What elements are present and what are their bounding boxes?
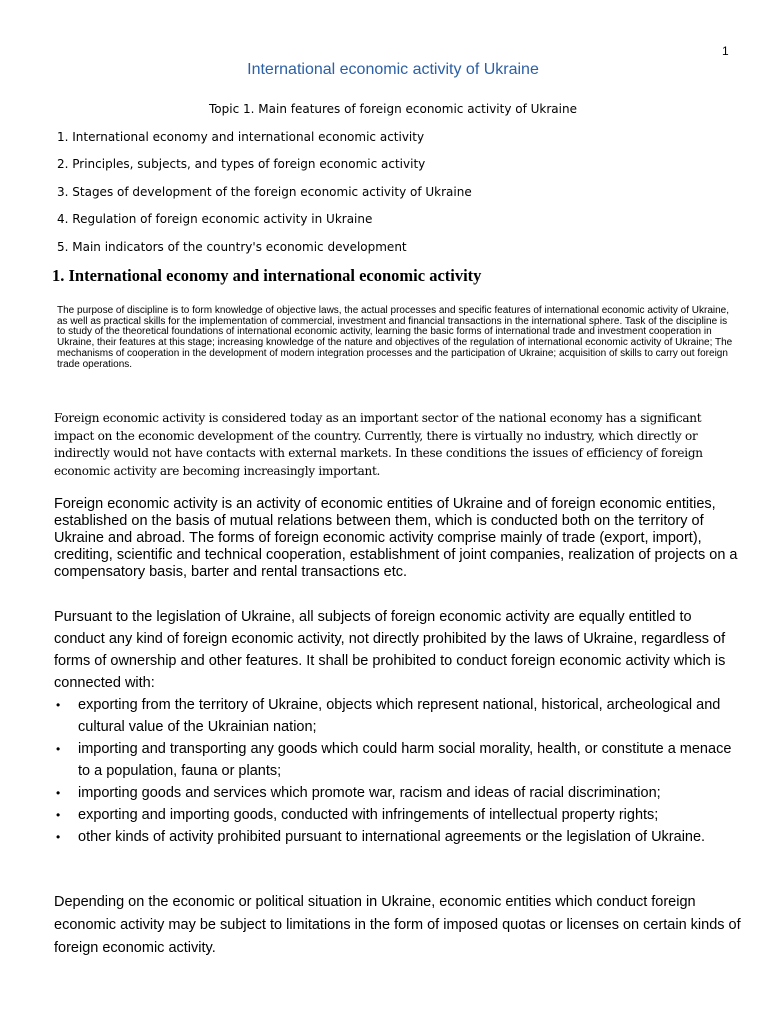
importance-paragraph: Foreign economic activity is considered today as an important sector of the national economy has a significant impact on the economic development of the country. Currently, there is virtually no industry, which directly or indirectly would not have contacts with external markets. In these conditions the issues of efficiency of foreign economic activity are becoming increasingly important. bbox=[54, 411, 703, 478]
topic-heading: Topic 1. Main features of foreign economic activity of Ukraine bbox=[209, 102, 577, 116]
list-item: • importing goods and services which promote war, racism and ideas of racial discrimination; bbox=[54, 782, 744, 804]
page-number: 1 bbox=[722, 44, 729, 58]
purpose-paragraph: The purpose of discipline is to form knowledge of objective laws, the actual processes and specific features of international economic activity of Ukraine, as well as practical skills for the implementation of commercial, investment and financial transactions in the international sphere. Task of the discipline is to study of the theoretical foundations of international economic activity, learning the basic forms of international trade and investment cooperation in Ukraine, their features at this stage; increasing knowledge of the nature and objectives of the regulation of international economic activity of Ukraine; The mechanisms of cooperation in the development of modern integration processes and the participation of Ukraine; acquisition of skills to carry out foreign trade operations. bbox=[57, 305, 733, 370]
section-heading: 1. International economy and international economic activity bbox=[52, 266, 482, 285]
definition-paragraph: Foreign economic activity is an activity of economic entities of Ukraine and of foreign economic entities, established on the basis of mutual relations between them, which is conducted both on the territory of Ukraine and abroad. The forms of foreign economic activity comprise mainly of trade (export, import), crediting, scientific and technical cooperation, establishment of joint companies, realization of projects on a compensatory basis, barter and rental transactions etc. bbox=[54, 496, 738, 580]
list-item: • importing and transporting any goods which could harm social morality, health, or constitute a menace to a population, fauna or plants; bbox=[54, 738, 744, 782]
list-item: • other kinds of activity prohibited pursuant to international agreements or the legislation of Ukraine. bbox=[54, 826, 744, 848]
toc-item-4: 4. Regulation of foreign economic activity in Ukraine bbox=[57, 212, 373, 226]
toc-item-5: 5. Main indicators of the country's economic development bbox=[57, 240, 407, 254]
document-title: International economic activity of Ukraine bbox=[247, 61, 539, 78]
toc-item-2: 2. Principles, subjects, and types of foreign economic activity bbox=[57, 157, 426, 171]
toc-item-1: 1. International economy and international economic activity bbox=[57, 130, 425, 144]
list-item: • exporting and importing goods, conducted with infringements of intellectual property rights; bbox=[54, 804, 744, 826]
legislation-paragraph: Pursuant to the legislation of Ukraine, all subjects of foreign economic activity are equally entitled to conduct any kind of foreign economic activity, not directly prohibited by the laws of Ukraine, regardless of forms of ownership and other features. It shall be prohibited to conduct foreign economic activity which is connected with: bbox=[54, 609, 726, 691]
list-item: • exporting from the territory of Ukraine, objects which represent national, historical, archeological and cultural value of the Ukrainian nation; bbox=[54, 694, 744, 738]
limitations-paragraph: Depending on the economic or political situation in Ukraine, economic entities which conduct foreign economic activity may be subject to limitations in the form of imposed quotas or licenses on certain kinds of foreign economic activity. bbox=[54, 894, 741, 956]
prohibited-activities-list bbox=[54, 694, 744, 848]
toc-item-3: 3. Stages of development of the foreign economic activity of Ukraine bbox=[57, 185, 472, 199]
